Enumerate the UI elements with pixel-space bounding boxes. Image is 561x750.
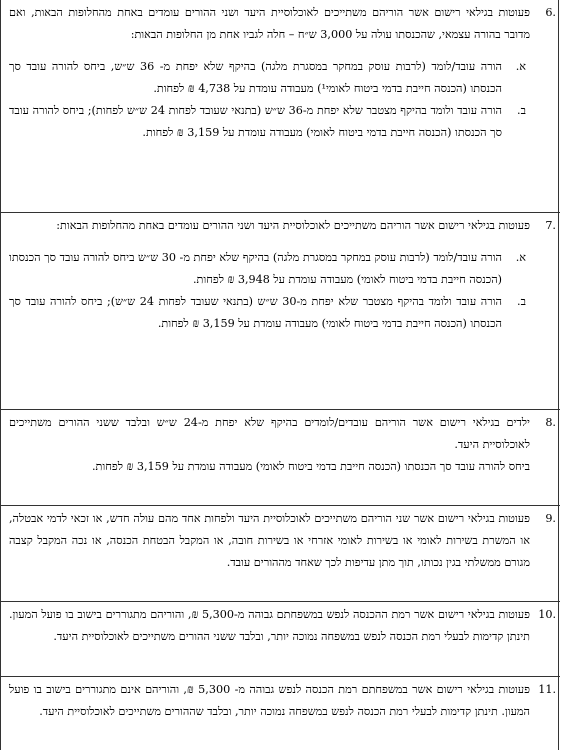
sub-letter: ב. [517,104,526,117]
sub-item-a [9,56,530,100]
sub-text: הורה עובד ולומד בהיקף מצטבר שלא יפחת מ-36 ש״ש (בתנאי שעובד לפחות 24 ש״ש לפחות); ביחס להורה עובד סך הכנסתו (הכנסה חייבת בדמי ביטוח לאומי) מעבודה עומדת על 3,159 ₪ לפחות. [9,104,502,139]
sub-text: הורה עובד/לומד (לרבות עוסק במחקר במסגרת מלגה) בהיקף שלא יפחת מ- 30 ש״ש ביחס להורה עובד סך הכנסתו (הכנסה חייבת בדמי ביטוח לאומי) מעבודה עומדת על 3,948 ₪ לפחות. [9,251,502,286]
item-intro: ילדים בגילאי רישום אשר הוריהם עובדים/לומדים בהיקף שלא יפחת מ-24 ש״ש ובלבד ששני ההורים משתייכים לאוכלוסיית היעד. [9,416,530,451]
item-number: 9. [545,512,556,525]
sub-item-b [9,100,530,144]
item-11 [1,676,560,750]
sub-text: הורה עובד/לומד (לרבות עוסק במחקר במסגרת מלגה) בהיקף שלא יפחת מ- 36 ש״ש, ביחס להורה עובד סך הכנסתו (הכנסה חייבת בדמי ביטוח לאומי¹) מעבודה עומדת על 4,738 ₪ לפחות. [9,60,502,95]
item-number: 6. [545,6,556,19]
sub-letter: ב. [517,295,526,308]
item-intro: פעוטות בגילאי רישום אשר הוריהם משתייכים לאוכלוסיית היעד ושני ההורים עומדים באחת מהחלופות הבאות: [56,219,530,232]
sub-text: הורה עובד ולומד בהיקף מצטבר שלא יפחת מ-30 ש״ש (בתנאי שעובד לפחות 24 ש״ש); ביחס להורה עובד סך הכנסתו (הכנסה חייבת בדמי ביטוח לאומי) מעבודה עומדת על 3,159 ₪ לפחות. [9,295,502,330]
sub-item-b [9,291,530,335]
item-6 [1,0,560,212]
item-number: 10. [538,608,556,621]
sub-letter: א. [515,60,526,73]
item-number: 8. [545,416,556,429]
item-intro: פעוטות בגילאי רישום אשר שני הוריהם משתייכים לאוכלוסיית היעד ולפחות אחד מהם עולה חדש, או זכאי לדמי אבטלה, או המשרת בשירות לאומי או בשירות לאומי אזרחי או בשירות חובה, או המקבל הבטחת הכנסה, או נכה המקבל קצבה מגורם ממשלתי בגין נכותו, תוך מתן עדיפות לכך שאחד מההורים עובד. [9,512,530,569]
item-number: 7. [545,219,556,232]
item-8 [1,409,560,505]
item-10 [1,601,560,676]
item-number: 11. [538,683,556,696]
item-extra: ביחס להורה עובד סך הכנסתו (הכנסה חייבת בדמי ביטוח לאומי) מעבודה עומדת על 3,159 ₪ לפחות. [92,460,530,473]
sub-letter: א. [515,251,526,264]
item-intro: פעוטות בגילאי רישום אשר רמת ההכנסה לנפש במשפחתם גבוהה מ-5,300 ₪, והוריהם מתגוררים בישוב בו פועל המעון. תינתן קדימות לבעלי רמת הכנסה לנפש במשפחה נמוכה יותר, ובלבד ששני ההורים משתייכים לאוכלוסיית היעד. [9,608,530,643]
item-7 [1,212,560,409]
item-intro: פעוטות בגילאי רישום אשר במשפחתם רמת הכנסה לנפש גבוהה מ- 5,300 ₪, והוריהם אינם מתגוררים בישוב בו פועל המעון. תינתן קדימות לבעלי רמת הכנסה לנפש במשפחה נמוכה יותר, ובלבד שההורים משתייכים לאוכלוסיית היעד. [9,683,531,718]
item-9 [1,505,560,601]
item-intro: פעוטות בגילאי רישום אשר הוריהם משתייכים לאוכלוסיית היעד ושני ההורים עומדים באחת מהחלופות הבאות, ואם מדובר בהורה עצמאי, שהכנסתו עולה על 3,000 ש״ח – חלה לגביו אחת מן החלופות הבאות: [9,6,530,41]
sub-item-a [9,247,530,291]
